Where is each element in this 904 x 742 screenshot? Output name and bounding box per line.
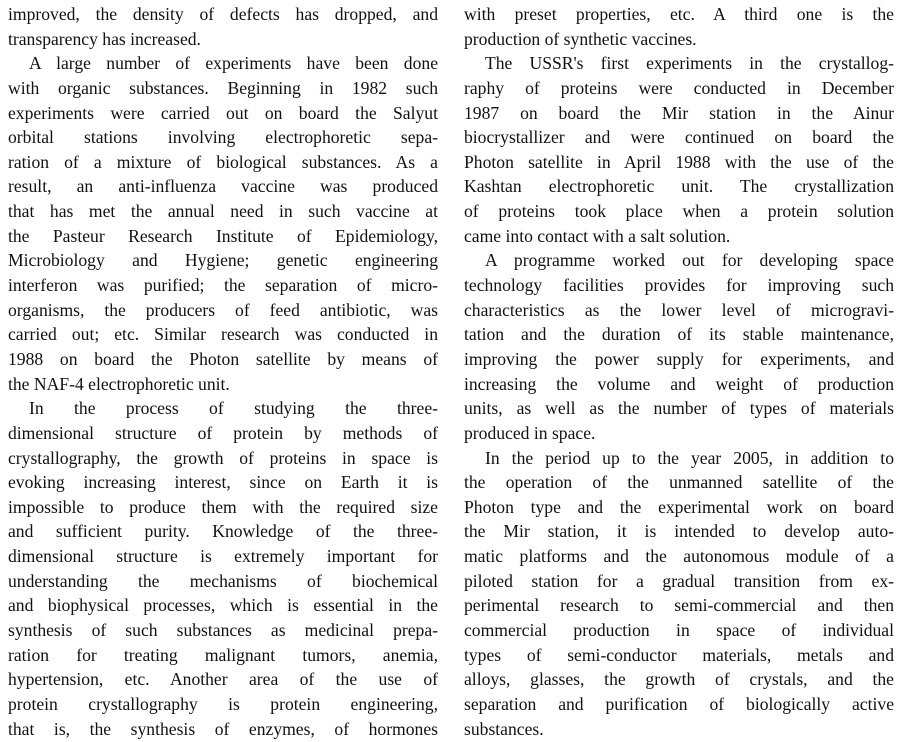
text-line: dimensional structure is extremely important for [8, 546, 438, 567]
text-line: matic platforms and the autonomous module of a [464, 546, 894, 567]
text-line: improving the power supply for experiments, and [464, 348, 894, 369]
paragraph [8, 396, 438, 741]
text-line: production of synthetic vaccines. [464, 28, 697, 49]
paragraph [464, 2, 894, 51]
text-line: substances. [464, 718, 544, 739]
text-line: Photon type and the experimental work on board [464, 496, 894, 517]
text-line: technology facilities provides for improving such [464, 275, 894, 296]
text-line: increasing the volume and weight of production [464, 373, 894, 394]
text-line: A large number of experiments have been done [29, 53, 438, 74]
paragraph [8, 2, 438, 51]
text-line: protein crystallography is protein engineering, [8, 693, 438, 714]
text-line: transparency has increased. [8, 28, 201, 49]
text-line: came into contact with a salt solution. [464, 225, 731, 246]
text-line: carried out; etc. Similar research was conducted in [8, 324, 438, 345]
text-line: improved, the density of defects has dropped, and [8, 4, 438, 24]
text-line: orbital stations involving electrophoretic sepa- [8, 127, 438, 148]
text-line: interferon was purified; the separation of micro- [8, 275, 438, 296]
text-line: units, as well as the number of types of materials [464, 398, 894, 419]
text-line: piloted station for a gradual transition from ex- [464, 570, 894, 591]
text-line: ration for treating malignant tumors, anemia, [8, 644, 438, 665]
paragraph [464, 248, 894, 445]
text-line: 1988 on board the Photon satellite by means of [8, 348, 438, 369]
text-line: organisms, the producers of feed antibiotic, was [8, 299, 438, 320]
text-line: biocrystallizer and were continued on board the [464, 127, 894, 148]
paragraph [464, 446, 894, 742]
text-line: 1987 on board the Mir station in the Ainur [464, 102, 894, 123]
text-line: tation and the duration of its stable maintenance, [464, 324, 894, 345]
text-line: alloys, glasses, the growth of crystals, and the [464, 669, 894, 690]
text-line: Microbiology and Hygiene; genetic engineering [8, 250, 438, 271]
text-line: In the period up to the year 2005, in addition to [485, 447, 894, 468]
text-line: with preset properties, etc. A third one is the [464, 4, 894, 24]
text-line: result, an anti-influenza vaccine was produced [8, 176, 438, 197]
text-line: produced in space. [464, 422, 596, 443]
text-line: In the process of studying the three- [29, 398, 438, 419]
text-line: the Pasteur Research Institute of Epidemiology, [8, 225, 438, 246]
text-line: separation and purification of biologically active [464, 693, 894, 714]
text-line: synthesis of such substances as medicinal prepa- [8, 620, 438, 641]
text-line: and biophysical processes, which is essential in the [8, 595, 438, 616]
text-line: ration of a mixture of biological substances. As a [8, 151, 438, 172]
text-line: of proteins took place when a protein solution [464, 201, 894, 222]
text-line: commercial production in space of individual [464, 620, 894, 641]
text-line: A programme worked out for developing space [485, 250, 894, 271]
text-line: that is, the synthesis of enzymes, of hormones [8, 718, 438, 739]
text-line: evoking increasing interest, since on Earth it is [8, 472, 438, 493]
text-line: hypertension, etc. Another area of the use of [8, 669, 438, 690]
paragraph [464, 51, 894, 248]
text-line: perimental research to semi-commercial and then [464, 595, 894, 616]
text-line: the Mir station, it is intended to develop auto- [464, 521, 894, 542]
text-column-right [464, 2, 894, 741]
text-line: Kashtan electrophoretic unit. The crystallization [464, 176, 894, 197]
text-line: impossible to produce them with the required size [8, 496, 438, 517]
text-line: understanding the mechanisms of biochemical [8, 570, 438, 591]
text-line: characteristics as the lower level of microgravi- [464, 299, 894, 320]
text-line: and sufficient purity. Knowledge of the three- [8, 521, 438, 542]
text-line: the NAF-4 electrophoretic unit. [8, 373, 230, 394]
text-line: that has met the annual need in such vaccine at [8, 201, 438, 222]
paragraph [8, 51, 438, 396]
text-line: experiments were carried out on board the Salyut [8, 102, 438, 123]
text-line: Photon satellite in April 1988 with the use of the [464, 151, 894, 172]
text-line: dimensional structure of protein by methods of [8, 422, 438, 443]
text-column-left [8, 2, 438, 741]
text-line: the operation of the unmanned satellite of the [464, 472, 894, 493]
text-line: raphy of proteins were conducted in December [464, 77, 894, 98]
text-line: types of semi-conductor materials, metals and [464, 644, 894, 665]
text-line: crystallography, the growth of proteins in space is [8, 447, 438, 468]
text-line: The USSR's first experiments in the crystallog- [485, 53, 894, 74]
text-line: with organic substances. Beginning in 1982 such [8, 77, 438, 98]
